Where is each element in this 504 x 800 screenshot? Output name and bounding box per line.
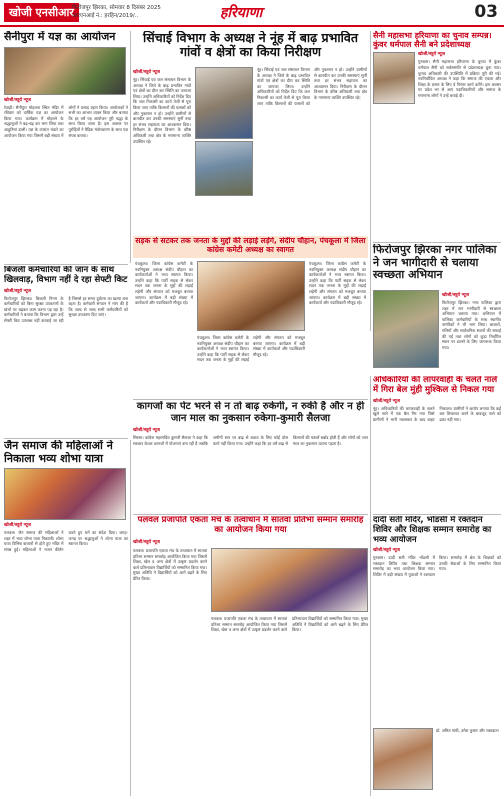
byline: खोजी/ब्यूरो न्यूज	[133, 539, 160, 545]
article-irrigation-inspection	[133, 31, 368, 234]
portrait-photo	[373, 52, 415, 104]
page-number: 03	[474, 2, 498, 22]
news-photo	[4, 47, 126, 95]
article-body: गुरुग्राम। सैनी महासभा हरियाणा के चुनाव में कुंवर धर्मपाल सैनी को सर्वसम्मति से प्रदेशाध्यक्ष चुना गया। चुनाव अधिकारी की उपस्थिति में प्रक्रिया पूरी की गई। नवनिर्वाचित अध्यक्ष ने कहा कि समाज की एकता और शिक्षा के प्रसार के लिए वे निरंतर कार्य करेंगे। इस अवसर पर प्रदेश भर से आए पदाधिकारियों और समाज के गणमान्य लोगों ने उन्हें बधाई दी।	[418, 59, 501, 98]
headline: फिरोजपुर झिरका नगर पालिका ने जन भागीदारी से चलाया स्वच्छता अभियान	[373, 244, 497, 282]
article-body: पलवल। प्रजापति एकता मंच के तत्वाधान में सातवां प्रतिभा सम्मान समारोह आयोजित किया गया जिसमें शिक्षा, खेल व अन्य क्षेत्रों में उत्कृष्ट प्रदर्शन करने वाले प्रतिभावान विद्यार्थियों को सम्मानित किया गया। मुख्य अतिथि ने विद्यार्थियों को आगे बढ़ने के लिए प्रेरित किया।	[133, 548, 207, 581]
byline: खोजी/ब्यूरो न्यूज	[373, 398, 400, 404]
byline: खोजी/ब्यूरो न्यूज	[373, 548, 400, 554]
news-photo	[373, 290, 439, 368]
article-body: सिरसा। कांग्रेस महासचिव कुमारी सैलजा ने कहा कि सरकार केवल कागजों में योजनाएं बना रही है जबकि जमीनी स्तर पर बाढ़ से बचाव के लिए कोई ठोस कार्य नहीं किया गया। उन्होंने कहा कि हर वर्ष बाढ़ से किसानों की फसलें बर्बाद होती हैं और लोगों को जान माल का नुकसान उठाना पड़ता है।	[133, 435, 368, 446]
headline: अधिकारियों की लापरवाही के चलते नाले में गिरा बेल मुंही मुश्किल से निकल गया	[373, 376, 498, 395]
headline: सिंचाई विभाग के अध्यक्ष ने नूंह में बाढ़ प्रभावित गांवों व क्षेत्रों का किया निरीक्षण	[143, 31, 358, 60]
news-photo	[4, 468, 126, 520]
masthead	[0, 0, 504, 27]
article-divider	[4, 438, 128, 439]
headline: कागजों का पेट भरने से न तो बाढ़ रुकेगी, न रुकी है और न ही जान माल का नुकसान रुकेगा-कुमारी सैलजा	[136, 401, 365, 424]
article-prajapati-award	[133, 516, 368, 796]
article-electricity-workers	[4, 266, 128, 436]
issue-registration: आरएनआई नं.: हरहिन/2019/..	[72, 13, 139, 19]
article-body: नूंह। सिंचाई एवं जल संसाधन विभाग के अध्यक्ष ने जिले के बाढ़ प्रभावित गांवों एवं क्षेत्रों का दौरा कर स्थिति का जायजा लिया। उन्होंने अधिकारियों को निर्देश दिए कि जल निकासी का कार्य तेजी से पूरा किया जाए ताकि किसानों की फसलों को और नुकसान न हो। उन्होंने ग्रामीणों से बातचीत कर उनकी समस्याएं सुनीं तथा हर संभव सहायता का आश्वासन दिया। निरीक्षण के दौरान विभाग के वरिष्ठ अधिकारी तथा क्षेत्र के गणमान्य व्यक्ति उपस्थित रहे।	[133, 77, 192, 144]
article-body: नूंह। अधिकारियों की लापरवाही के चलते खुले नाले में एक बैल गिर गया जिसे ग्रामीणों ने भारी मशक्कत के बाद बाहर निकाला। ग्रामीणों ने आरोप लगाया कि कई बार शिकायत करने के बावजूद नाले को ढका नहीं गया।	[373, 405, 501, 422]
byline: खोजी/ब्यूरो न्यूज	[4, 97, 31, 103]
byline: खोजी/ब्यूरो न्यूज	[133, 70, 160, 75]
headline: पलवल प्रजापति एकता मंच के तत्वाधान में सातवां प्रतिभा सम्मान समारोह का आयोजन किया गया	[137, 516, 364, 535]
article-body: फिरोजपुर झिरका। बिजली निगम के कर्मचारियों को बिना सुरक्षा उपकरणों के खंभों पर चढ़कर काम करना पड़ रहा है। कर्मचारियों ने बताया कि विभाग द्वारा उन्हें सेफ्टी किट उपलब्ध नहीं करवाई जा रही है जिससे हर समय दुर्घटना का खतरा बना रहता है। कर्मचारी संगठन ने मांग की है कि जल्द से जल्द सभी कर्मचारियों को सुरक्षा उपकरण दिए जाएं।	[4, 295, 128, 323]
article-jain-procession	[4, 440, 128, 796]
column-divider	[370, 376, 371, 796]
news-photo	[373, 728, 433, 790]
photo-caption: डॉ. अमित गांधी, उमेश कुमार और रक्तदाता	[436, 728, 499, 733]
section-title: हरियाणा	[220, 5, 263, 21]
byline: खोजी/ब्यूरो न्यूज	[442, 293, 469, 298]
headline: बिजली कर्मचारियों की जान के साथ खिलवाड़, विभाग नहीं दे रहा सेफ्टी किट	[4, 266, 128, 285]
article-body-continued: पंचकूला। जिला कांग्रेस कमेटी के नवनियुक्त अध्यक्ष संदीप चौहान का कार्यकर्ताओं ने भव्य स्वागत किया। उन्होंने कहा कि पार्टी सड़क से लेकर सदन तक जनता के मुद्दों की लड़ाई लड़ेगी और संगठन को मजबूत बनाया जाएगा। कार्यक्रम में बड़ी संख्या में कार्यकर्ता और पदाधिकारी मौजूद रहे।	[309, 261, 366, 306]
article-body: पंचकूला। जिला कांग्रेस कमेटी के नवनियुक्त अध्यक्ष संदीप चौहान का कार्यकर्ताओं ने भव्य स्वागत किया। उन्होंने कहा कि पार्टी सड़क से लेकर सदन तक जनता के मुद्दों की लड़ाई लड़ेगी और संगठन को मजबूत बनाया जाएगा। कार्यक्रम में बड़ी संख्या में कार्यकर्ता और पदाधिकारी मौजूद रहे।	[135, 261, 193, 306]
article-cleanliness-body	[373, 290, 501, 372]
headline: सैनीपुरा में यज्ञ का आयोजन	[4, 31, 116, 43]
article-body-continued: नूंह। सिंचाई एवं जल संसाधन विभाग के अध्यक्ष ने जिले के बाढ़ प्रभावित गांवों एवं क्षेत्रों का दौरा कर स्थिति का जायजा लिया। उन्होंने अधिकारियों को निर्देश दिए कि जल निकासी का कार्य तेजी से पूरा किया जाए ताकि किसानों की फसलों को और नुकसान न हो। उन्होंने ग्रामीणों से बातचीत कर उनकी समस्याएं सुनीं तथा हर संभव सहायता का आश्वासन दिया। निरीक्षण के दौरान विभाग के वरिष्ठ अधिकारी तथा क्षेत्र के गणमान्य व्यक्ति उपस्थित रहे।	[257, 67, 367, 106]
article-sainipura-yagya	[4, 31, 128, 263]
article-divider	[4, 264, 128, 265]
article-divider	[133, 514, 368, 515]
byline: खोजी/ब्यूरो न्यूज	[133, 428, 160, 433]
article-blood-donation	[373, 516, 501, 796]
article-divider	[133, 399, 368, 400]
issue-meta	[72, 4, 161, 20]
news-photo	[195, 141, 253, 196]
article-saini-mahasabha	[373, 31, 501, 241]
headline: सैनी महासभा हरियाणा का चुनाव सम्पन्न। कुंवर धर्मपाल सैनी बने प्रदेशाध्यक्ष	[373, 31, 492, 50]
article-body: गुरुग्राम। दादी सती मंदिर भोंडसी में रक्तदान शिविर तथा शिक्षक सम्मान समारोह का भव्य आयोजन किया गया। शिविर में बड़ी संख्या में युवाओं ने रक्तदान किया। समारोह में क्षेत्र के शिक्षकों को उनकी सेवाओं के लिए सम्मानित किया गया।	[373, 555, 501, 578]
issue-date: फिरोजपुर झिरका, सोमवार 8 दिसंबर 2025	[72, 5, 161, 11]
article-bull-in-drain	[373, 376, 501, 512]
byline: खोजी/ब्यूरो न्यूज	[4, 523, 31, 529]
article-selja-statement	[133, 401, 368, 511]
news-photo	[211, 548, 368, 612]
headline: जैन समाज की महिलाओं ने निकाला भव्य शोभा यात्रा	[4, 440, 113, 465]
column-divider	[130, 440, 131, 796]
newspaper-logo: खोजी एनसीआर	[4, 3, 79, 22]
article-divider	[373, 514, 501, 515]
article-body: फिरोजपुर झिरका। नगर पालिका द्वारा शहर में जन भागीदारी से स्वच्छता अभियान चलाया गया। अभियान में पालिका कर्मचारियों के साथ स्थानीय नागरिकों ने भी भाग लिया। बाजारों, गलियों और सार्वजनिक स्थानों की सफाई की गई तथा लोगों को कूड़ा निर्धारित स्थान पर डालने के लिए जागरूक किया गया।	[442, 300, 501, 350]
news-photo	[195, 67, 253, 139]
column-divider	[130, 31, 131, 263]
article-body: रेवाड़ी। सैनीपुरा मोहल्ला स्थित मंदिर में रविवार को वार्षिक यज्ञ का आयोजन किया गया। कार्यक्रम में मोहल्ले के श्रद्धालुओं ने बढ़-चढ़ कर भाग लिया तथा आहुतियां डाली। यज्ञ के उपरांत भंडारे का आयोजन किया गया जिसमें बड़ी संख्या में लोगों ने प्रसाद ग्रहण किया। आयोजकों ने सभी का आभार व्यक्त किया और बताया कि हर वर्ष यह आयोजन पूरी श्रद्धा के साथ किया जाता है। इस अवसर पर पुरोहितों ने वैदिक मंत्रोच्चारण के साथ यज्ञ संपन्न कराया।	[4, 104, 128, 138]
byline: खोजी/ब्यूरो न्यूज	[418, 52, 445, 58]
headline: सड़क से सटकर तक जनता के मुद्दों की लड़ाई लड़ेंगे, संदीप चौहान, पंचकूला में जिला कांग्रेस कमेटी अध्यक्ष का स्वागत	[135, 237, 366, 254]
article-body-continued: पंचकूला। जिला कांग्रेस कमेटी के नवनियुक्त अध्यक्ष संदीप चौहान का कार्यकर्ताओं ने भव्य स्वागत किया। उन्होंने कहा कि पार्टी सड़क से लेकर सदन तक जनता के मुद्दों की लड़ाई लड़ेगी और संगठन को मजबूत बनाया जाएगा। कार्यक्रम में बड़ी संख्या में कार्यकर्ता और पदाधिकारी मौजूद रहे।	[197, 335, 305, 363]
byline: खोजी/ब्यूरो न्यूज	[4, 288, 31, 294]
headline: दादी सती मंदिर, भोंडसी में रक्तदान शिविर और शिक्षक सम्मान समारोह का भव्य आयोजन	[373, 516, 492, 545]
article-body-continued: पलवल। प्रजापति एकता मंच के तत्वाधान में सातवां प्रतिभा सम्मान समारोह आयोजित किया गया जिसमें शिक्षा, खेल व अन्य क्षेत्रों में उत्कृष्ट प्रदर्शन करने वाले प्रतिभावान विद्यार्थियों को सम्मानित किया गया। मुख्य अतिथि ने विद्यार्थियों को आगे बढ़ने के लिए प्रेरित किया।	[211, 616, 368, 633]
article-body: पलवल। जैन समाज की महिलाओं ने शहर में भव्य शोभा यात्रा निकाली। शोभा यात्रा विभिन्न बाजारों से होते हुए मंदिर में संपन्न हुई। महिलाओं ने भजन कीर्तन करते हुए धर्म का संदेश दिया। जगह-जगह पर श्रद्धालुओं ने शोभा यात्रा का स्वागत किया।	[4, 530, 128, 553]
article-divider	[373, 242, 501, 243]
